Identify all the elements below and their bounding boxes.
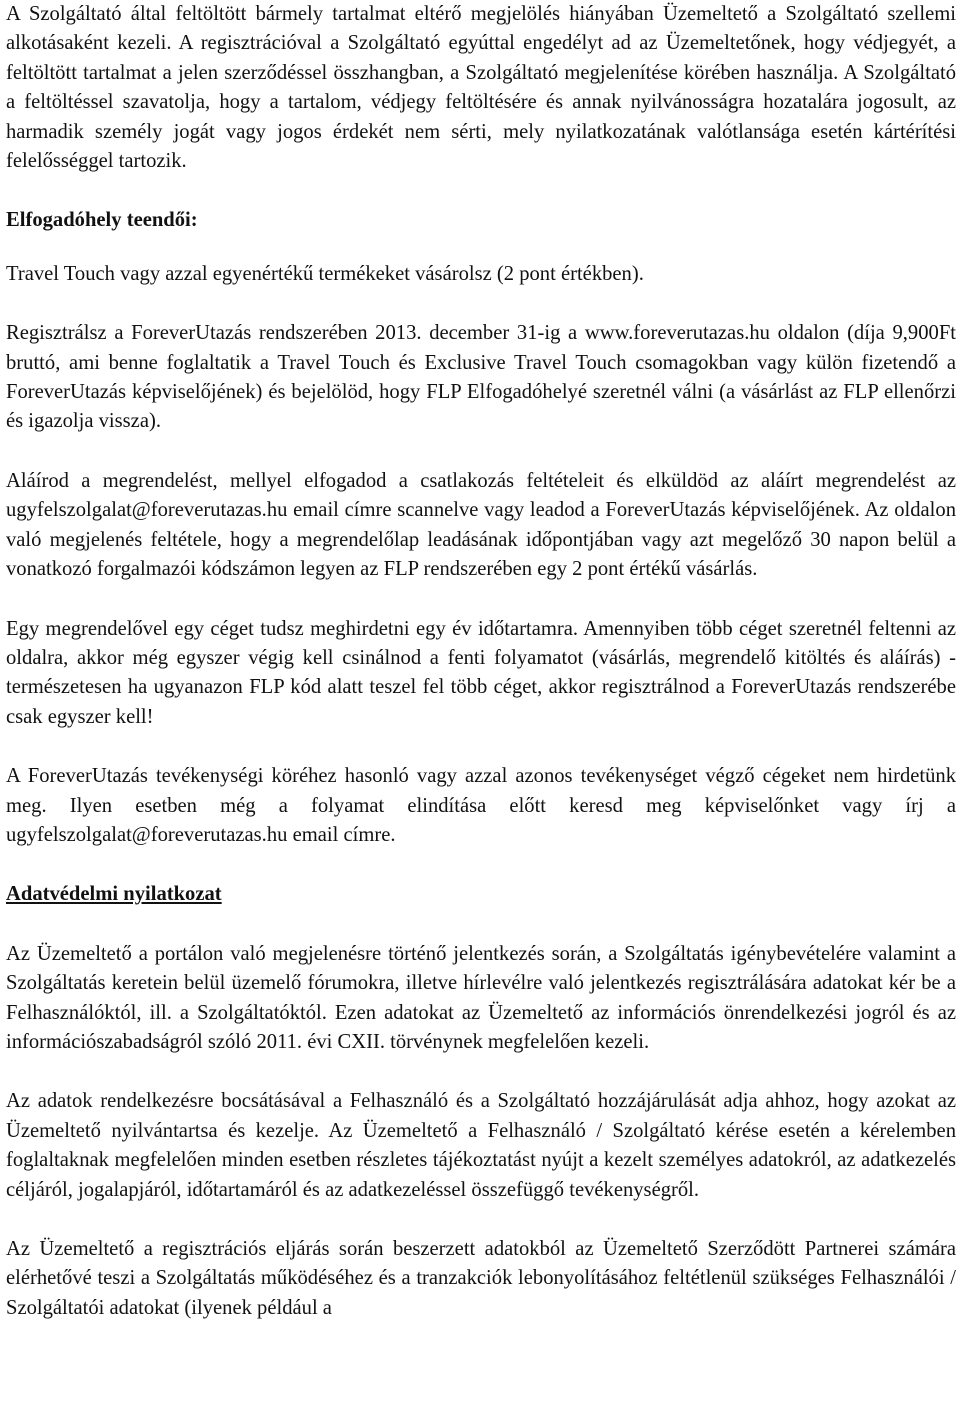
paragraph-one-company: Egy megrendelővel egy céget tudsz meghirdetni egy év időtartamra. Amennyiben több céget szeretnél feltenni az oldalra, akkor még egyszer végig kell csinálnod a fenti folyamatot (vásárlás, megrendelő kitöltés és aláírás) - természetesen ha ugyanazon FLP kód alatt teszel fel több céget, akkor regisztrálnod a ForeverUtazás rendszerébe csak egyszer kell! [6, 617, 956, 728]
heading-acceptance-tasks: Elfogadóhely teendői: [6, 209, 198, 232]
heading-privacy-statement: Adatvédelmi nyilatkozat [6, 883, 222, 906]
paragraph-similar-activity: A ForeverUtazás tevékenységi köréhez hasonló vagy azzal azonos tevékenységet végző cégeket nem hirdetünk meg. Ilyen esetben még a folyamat elindítása előtt keresd meg képviselőnket vagy írj a ugyfelszolgalat@foreverutazas.hu email címre. [6, 765, 956, 846]
paragraph-provider-content: A Szolgáltató által feltöltött bármely tartalmat eltérő megjelölés hiányában Üzemeltető a Szolgáltató szellemi alkotásaként kezeli. A regisztrációval a Szolgáltató egyúttal engedélyt ad az Üzemeltetőnek, hogy védjegyét, a feltöltött tartalmat a jelen szerződéssel összhangban, a Szolgáltató megjelenítése körében használja. A Szolgáltató a feltöltéssel szavatolja, hogy a tartalom, védjegy feltöltésére és annak nyilvánosságra hozatalára jogosult, az harmadik személy jogát vagy jogos érdekét nem sérti, mely nyilatkozatának valótlansága esetén kártérítési felelősséggel tartozik. [6, 3, 956, 173]
document-page [6, 0, 956, 1323]
paragraph-registration: Regisztrálsz a ForeverUtazás rendszerében 2013. december 31-ig a www.foreverutazas.hu oldalon (díja 9,900Ft bruttó, ami benne foglaltatik a Travel Touch és Exclusive Travel Touch csomagokban vagy külön fizetendő a ForeverUtazás képviselőjének) és bejelölöd, hogy FLP Elfogadóhelyé szeretnél válni (a vásárlást az FLP ellenőrzi és igazolja vissza). [6, 322, 956, 433]
paragraph-data-consent: Az adatok rendelkezésre bocsátásával a Felhasználó és a Szolgáltató hozzájárulását adja ahhoz, hogy azokat az Üzemeltető nyilvántartsa és kezelje. Az Üzemeltető a Felhasználó / Szolgáltató kérése esetén a kérelemben foglaltaknak megfelelően minden esetben részletes tájékoztatást nyújt a kezelt személyes adatokról, az adatkezelés céljáról, jogalapjáról, időtartamáról és az adatkezeléssel összefüggő tevékenységről. [6, 1090, 956, 1201]
paragraph-travel-touch: Travel Touch vagy azzal egyenértékű termékeket vásárolsz (2 pont értékben). [6, 262, 644, 285]
paragraph-order-signing: Aláírod a megrendelést, mellyel elfogadod a csatlakozás feltételeit és elküldöd az aláírt megrendelést az ugyfelszolgalat@foreverutazas.hu email címre scannelve vagy leadod a ForeverUtazás képviselőjének. Az oldalon való megjelenés feltétele, hogy a megrendelőlap leadásának időpontjában vagy azt megelőző 30 napon belül a vonatkozó forgalmazói kódszámon legyen az FLP rendszerében egy 2 pont értékű vásárlás. [6, 469, 956, 581]
paragraph-partner-access: Az Üzemeltető a regisztrációs eljárás során beszerzett adatokból az Üzemeltető Szerződött Partnerei számára elérhetővé teszi a Szolgáltatás működéséhez és a tranzakciók lebonyolításához feltétlenül szükséges Felhasználói / Szolgáltatói adatokat (ilyenek például a [6, 1238, 956, 1319]
paragraph-data-collection: Az Üzemeltető a portálon való megjelenésre történő jelentkezés során, a Szolgáltatás igénybevételére valamint a Szolgáltatás keretein belül üzemelő fórumokra, illetve hírlevélre való jelentkezés regisztrálására adatokat kér be a Felhasználóktól, ill. a Szolgáltatóktól. Ezen adatokat az Üzemeltető az információs önrendelkezési jogról és az információszabadságról szóló 2011. évi CXII. törvénynek megfelelően kezeli. [6, 942, 956, 1053]
